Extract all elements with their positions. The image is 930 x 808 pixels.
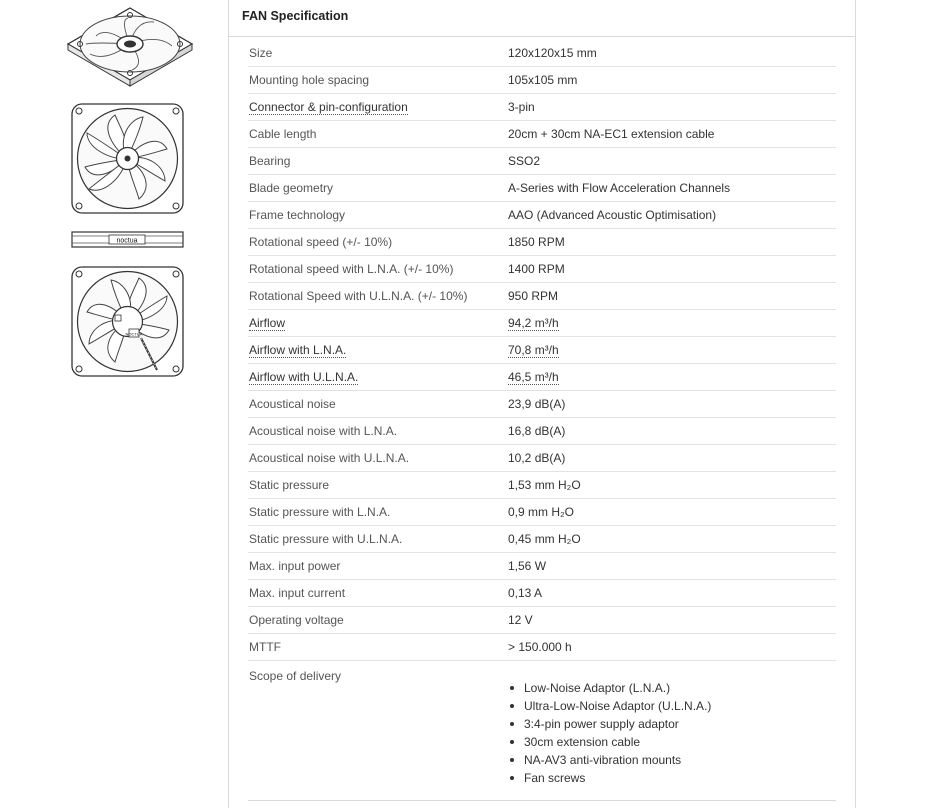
thumbnail-fan-side[interactable] — [71, 231, 184, 248]
spec-label — [248, 289, 508, 303]
spec-row — [248, 580, 836, 607]
delivery-item: Low-Noise Adaptor (L.N.A.) — [508, 679, 711, 697]
spec-label-text: Acoustical noise with U.L.N.A. — [249, 451, 410, 465]
spec-row — [248, 445, 836, 472]
spec-label — [248, 208, 508, 222]
spec-value-text: 0,45 mm H₂O — [508, 532, 581, 546]
spec-label-tooltip[interactable]: Connector & pin-configuration — [249, 100, 408, 114]
spec-label — [248, 532, 508, 546]
spec-row — [248, 67, 836, 94]
spec-value-text: 20cm + 30cm NA-EC1 extension cable — [508, 127, 715, 141]
spec-label-text: MTTF — [249, 640, 281, 654]
spec-row — [248, 310, 836, 337]
spec-label — [248, 262, 508, 276]
spec-label-text: Operating voltage — [249, 613, 344, 627]
spec-row — [248, 256, 836, 283]
spec-value — [508, 46, 597, 60]
spec-value-text: 0,13 A — [508, 586, 543, 600]
spec-label — [248, 613, 508, 627]
spec-label-text: Static pressure — [249, 478, 330, 492]
spec-value — [508, 235, 565, 249]
spec-table — [248, 40, 836, 802]
spec-value — [508, 370, 559, 384]
spec-label-text: Cable length — [249, 127, 317, 141]
delivery-item: 30cm extension cable — [508, 733, 711, 751]
spec-value-text: 1850 RPM — [508, 235, 565, 249]
spec-row — [248, 499, 836, 526]
delivery-list — [508, 679, 711, 787]
spec-label-tooltip[interactable]: Airflow — [249, 316, 286, 330]
spec-value-text: 3-pin — [508, 100, 535, 114]
spec-value-text: 105x105 mm — [508, 73, 578, 87]
spec-row — [248, 526, 836, 553]
side-logo-text: noctua — [116, 237, 138, 245]
spec-value — [508, 478, 581, 492]
spec-value-text: AAO (Advanced Acoustic Optimisation) — [508, 208, 717, 222]
spec-label — [248, 586, 508, 600]
spec-value — [508, 208, 716, 222]
spec-value-text: 23,9 dB(A) — [508, 397, 566, 411]
spec-value-text: > 150.000 h — [508, 640, 572, 654]
spec-row — [248, 121, 836, 148]
spec-label — [248, 370, 508, 384]
spec-value — [508, 127, 714, 141]
spec-row — [248, 364, 836, 391]
spec-value-text: 10,2 dB(A) — [508, 451, 566, 465]
spec-label-text: Static pressure with L.N.A. — [249, 505, 391, 519]
spec-value — [508, 181, 730, 195]
spec-label-text: Acoustical noise — [249, 397, 336, 411]
spec-value-tooltip[interactable]: 46,5 m³/h — [508, 370, 559, 384]
spec-value-text: 1400 RPM — [508, 262, 565, 276]
spec-label-text: Bearing — [249, 154, 291, 168]
thumbnail-fan-front[interactable] — [71, 103, 184, 214]
spec-label-tooltip[interactable]: Airflow with U.L.N.A. — [249, 370, 359, 384]
spec-label — [248, 73, 508, 87]
spec-label — [248, 478, 508, 492]
spec-label-text: Size — [249, 46, 273, 60]
spec-value — [508, 640, 572, 654]
spec-label-text: Mounting hole spacing — [249, 73, 370, 87]
spec-label-text: Frame technology — [249, 208, 346, 222]
spec-label — [248, 154, 508, 168]
spec-label — [248, 316, 508, 330]
spec-value-text: A-Series with Flow Acceleration Channels — [508, 181, 731, 195]
spec-row — [248, 472, 836, 499]
spec-value — [508, 505, 574, 519]
delivery-item: Ultra-Low-Noise Adaptor (U.L.N.A.) — [508, 697, 711, 715]
spec-value — [508, 262, 565, 276]
spec-label — [248, 181, 508, 195]
spec-value-text: 120x120x15 mm — [508, 46, 597, 60]
spec-row — [248, 418, 836, 445]
spec-row — [248, 634, 836, 661]
spec-value — [508, 316, 559, 330]
product-thumbnails — [0, 0, 228, 808]
delivery-item: Fan screws — [508, 769, 711, 787]
delivery-item: NA-AV3 anti-vibration mounts — [508, 751, 711, 769]
spec-label — [248, 127, 508, 141]
bottom-divider — [248, 800, 836, 801]
spec-value — [508, 613, 533, 627]
spec-row — [248, 94, 836, 121]
spec-label-text: Rotational speed (+/- 10%) — [249, 235, 393, 249]
spec-value — [508, 343, 559, 357]
spec-value-text: 950 RPM — [508, 289, 559, 303]
spec-label-text: Acoustical noise with L.N.A. — [249, 424, 398, 438]
spec-label-text: Rotational Speed with U.L.N.A. (+/- 10%) — [249, 289, 468, 303]
spec-row-scope-of-delivery — [248, 661, 836, 802]
spec-row — [248, 283, 836, 310]
spec-label-text: Max. input power — [249, 559, 341, 573]
spec-label-text: Blade geometry — [249, 181, 334, 195]
spec-row — [248, 175, 836, 202]
spec-label — [248, 559, 508, 573]
spec-value-text: 12 V — [508, 613, 533, 627]
spec-value-text: 16,8 dB(A) — [508, 424, 566, 438]
spec-value-text: 1,56 W — [508, 559, 547, 573]
spec-label — [248, 451, 508, 465]
spec-row — [248, 391, 836, 418]
spec-row — [248, 607, 836, 634]
spec-value-text: SSO2 — [508, 154, 541, 168]
spec-row — [248, 202, 836, 229]
spec-value-tooltip[interactable]: 70,8 m³/h — [508, 343, 559, 357]
spec-label — [248, 397, 508, 411]
spec-value — [508, 73, 577, 87]
spec-label-text: Static pressure with U.L.N.A. — [249, 532, 403, 546]
spec-label-text: Max. input current — [249, 586, 346, 600]
spec-value — [508, 154, 540, 168]
spec-label-text: Rotational speed with L.N.A. (+/- 10%) — [249, 262, 454, 276]
spec-value — [508, 586, 542, 600]
spec-label — [248, 100, 508, 114]
spec-label — [248, 640, 508, 654]
spec-value-text: 0,9 mm H₂O — [508, 505, 574, 519]
spec-value — [508, 532, 581, 546]
spec-row — [248, 229, 836, 256]
panel-title: FAN Specification — [229, 0, 855, 37]
delivery-list-wrap — [508, 669, 712, 785]
spec-row — [248, 553, 836, 580]
spec-label — [248, 235, 508, 249]
spec-row — [248, 148, 836, 175]
spec-label — [248, 424, 508, 438]
thumbnail-fan-back[interactable] — [71, 266, 184, 377]
spec-label-tooltip[interactable]: Airflow with L.N.A. — [249, 343, 347, 357]
spec-value — [508, 559, 546, 573]
spec-value-tooltip[interactable]: 94,2 m³/h — [508, 316, 559, 330]
spec-value — [508, 100, 535, 114]
spec-value — [508, 289, 558, 303]
delivery-item: 3:4-pin power supply adaptor — [508, 715, 711, 733]
back-label-text: NOCTUA — [125, 331, 143, 337]
thumbnail-fan-iso[interactable] — [66, 6, 194, 90]
fan-specification-panel — [228, 0, 856, 808]
spec-label — [248, 46, 508, 60]
spec-label — [248, 505, 508, 519]
spec-row — [248, 337, 836, 364]
spec-row — [248, 40, 836, 67]
spec-label — [248, 343, 508, 357]
spec-value — [508, 424, 565, 438]
spec-label: Scope of delivery — [249, 669, 342, 683]
spec-value-text: 1,53 mm H₂O — [508, 478, 581, 492]
spec-value — [508, 451, 565, 465]
spec-value — [508, 397, 565, 411]
